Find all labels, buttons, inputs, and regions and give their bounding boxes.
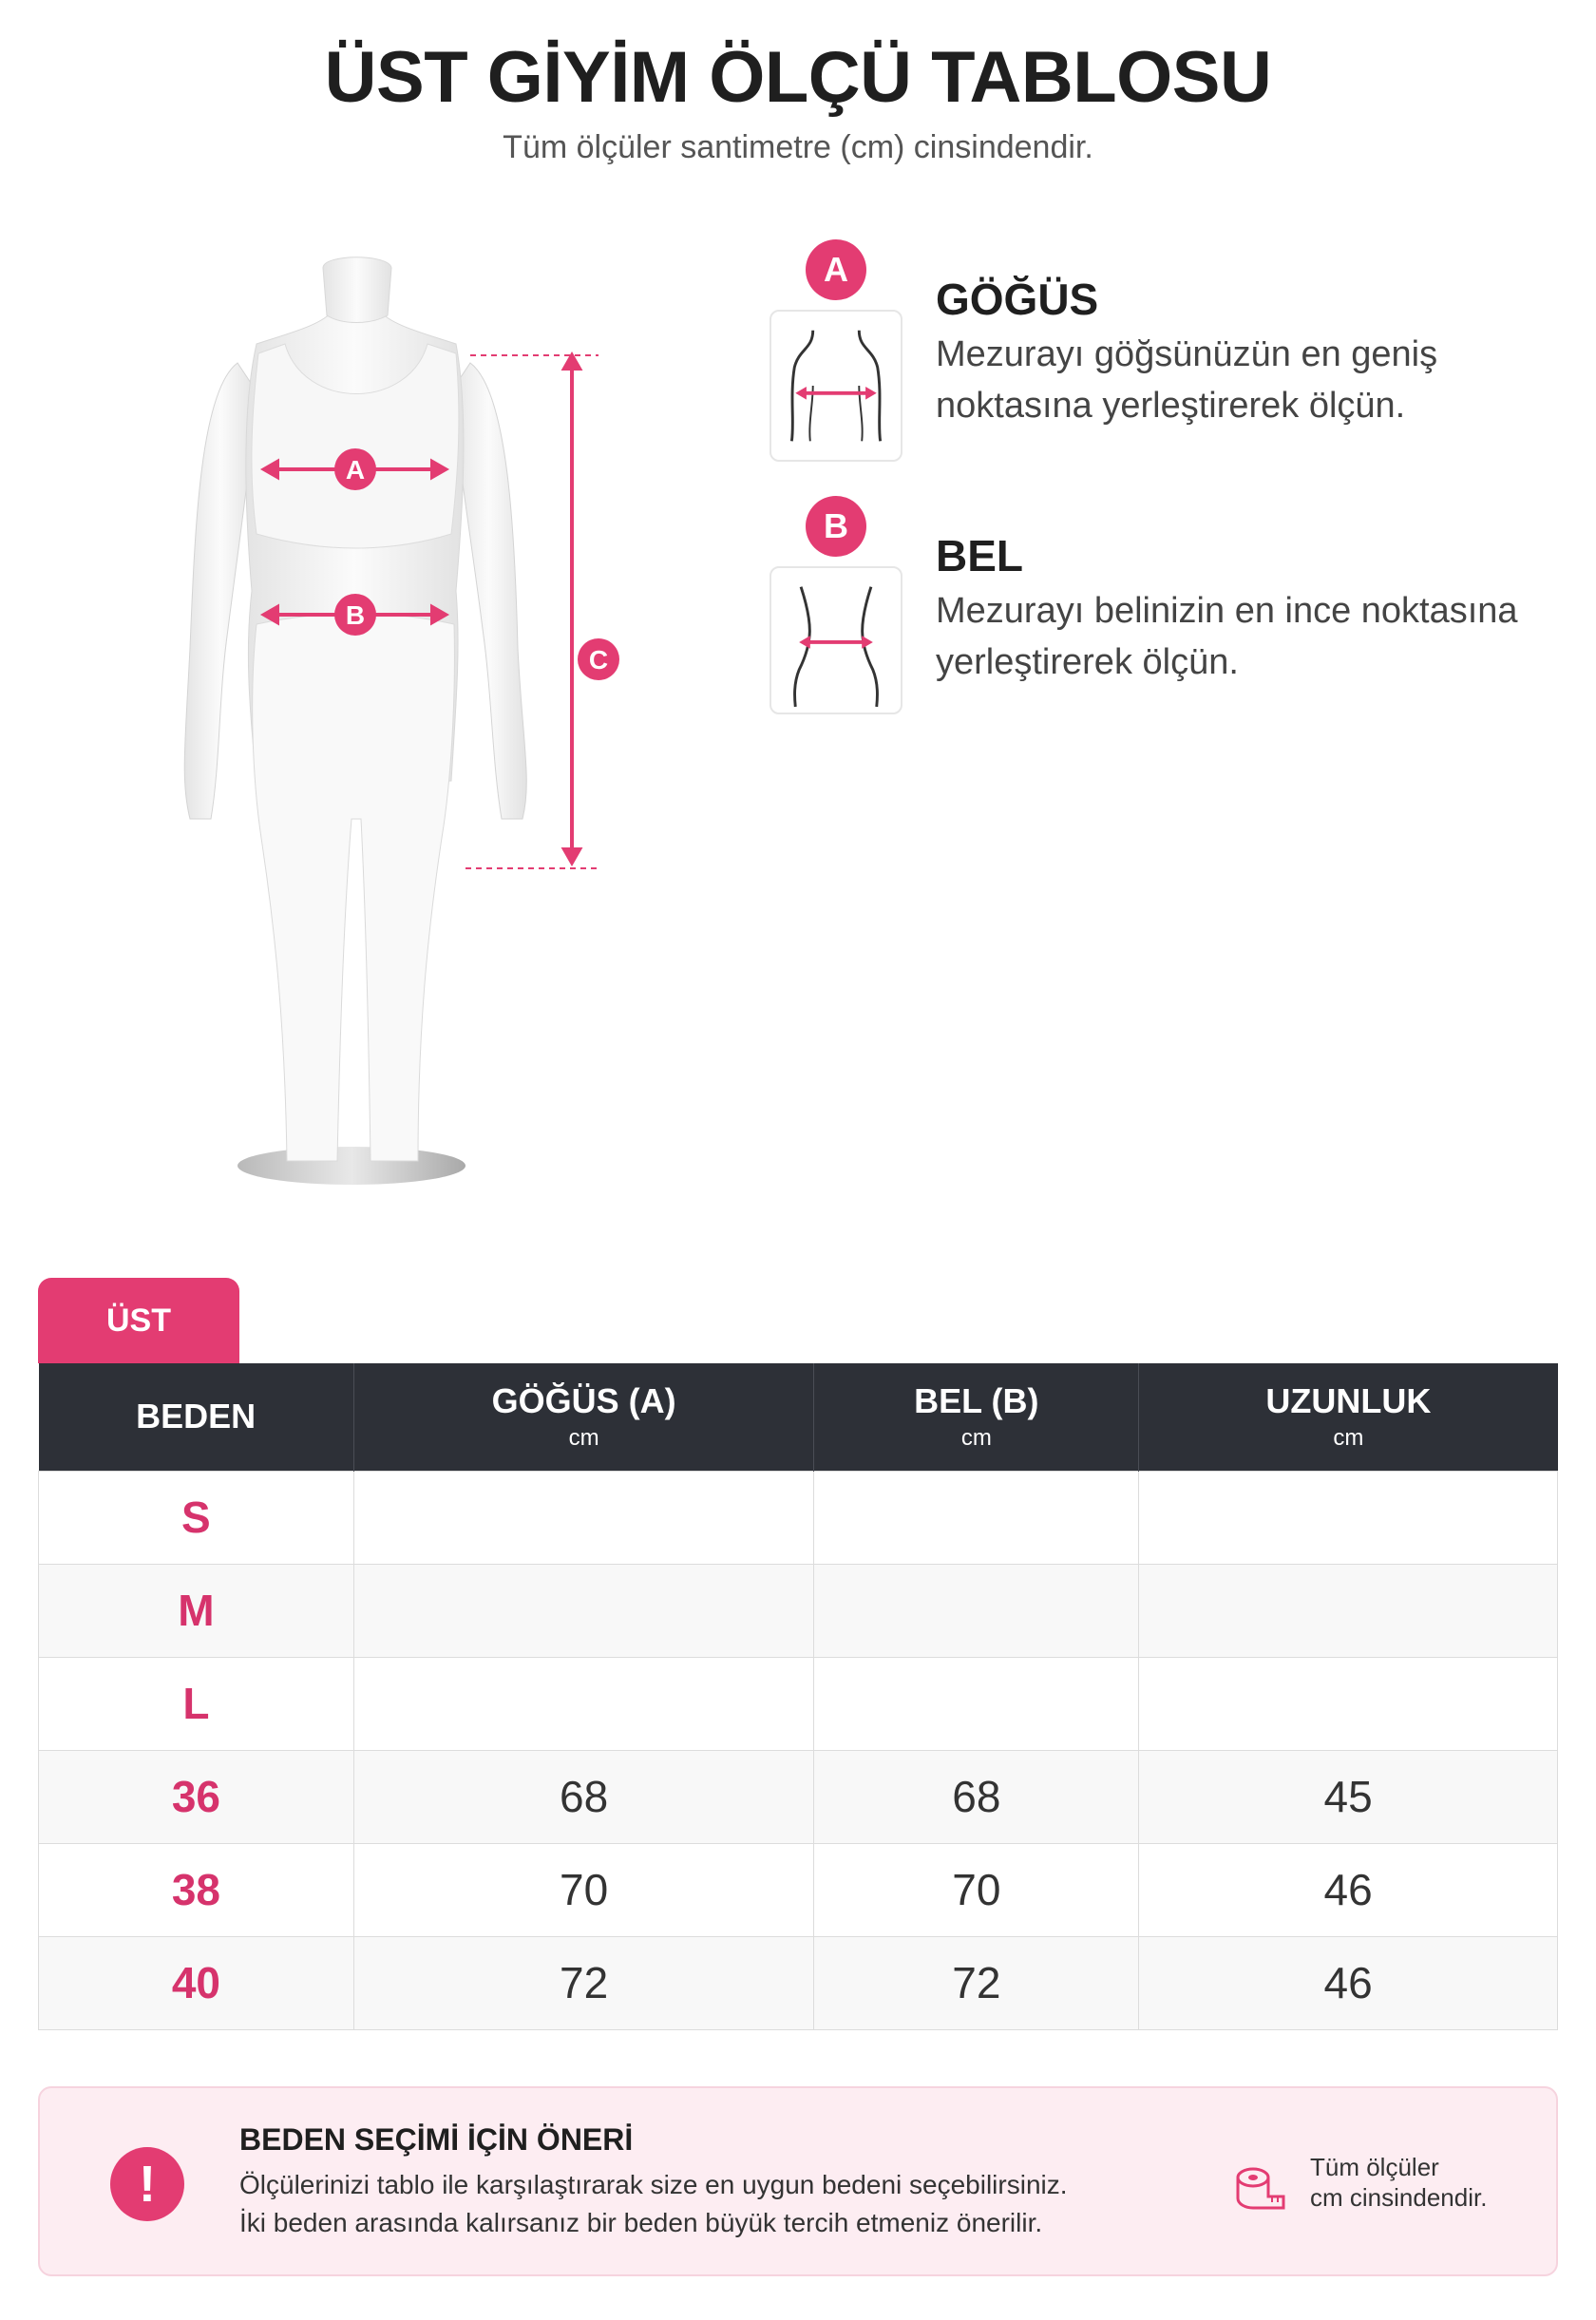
waist-measure-icon [770, 566, 902, 714]
table-row [39, 1471, 1558, 1564]
note-line2: İki beden arasında kalırsanız bir beden büyük tercih etmeniz önerilir. [239, 2208, 1043, 2237]
header-length-label: UZUNLUK [1265, 1381, 1432, 1421]
note-side-line2: cm cinsindendir. [1310, 2183, 1488, 2212]
page-subtitle: Tüm ölçüler santimetre (cm) cinsindendir. [503, 129, 1093, 165]
page-title: ÜST GİYİM ÖLÇÜ TABLOSU [324, 37, 1272, 118]
cell-size: 40 [39, 1936, 354, 2029]
measure-desc-chest-line2: noktasına yerleştirerek ölçün. [936, 386, 1406, 426]
cell-chest [353, 1564, 814, 1657]
measure-badge-a: A [806, 239, 866, 300]
cell-waist [814, 1471, 1139, 1564]
tab-ust[interactable]: ÜST [38, 1278, 239, 1363]
cell-length [1139, 1471, 1558, 1564]
cell-waist: 68 [814, 1750, 1139, 1843]
measure-desc-chest-line1: Mezurayı göğsünüzün en geniş [936, 334, 1438, 374]
header-waist-unit: cm [960, 1425, 992, 1452]
cell-size: 38 [39, 1843, 354, 1936]
header-size [39, 1363, 354, 1471]
header-waist-label: BEL (B) [914, 1381, 1039, 1421]
cell-waist: 70 [814, 1843, 1139, 1936]
cell-waist: 72 [814, 1936, 1139, 2029]
table-row [39, 1750, 1558, 1843]
cell-length: 46 [1139, 1843, 1558, 1936]
cell-length: 45 [1139, 1750, 1558, 1843]
header-waist [814, 1363, 1139, 1471]
note-side-line1: Tüm ölçüler [1310, 2153, 1439, 2181]
header-chest-label: GÖĞÜS (A) [491, 1381, 676, 1421]
measure-desc-waist-line2: yerleştirerek ölçün. [936, 642, 1239, 682]
note-line1: Ölçülerinizi tablo ile karşılaştırarak size en uygun bedeni seçebilirsiniz. [239, 2170, 1068, 2199]
diagram-label-a: A [345, 455, 366, 485]
cell-waist [814, 1564, 1139, 1657]
measure-title-chest: GÖĞÜS [936, 275, 1099, 324]
table-row [39, 1657, 1558, 1750]
diagram-label-b: B [345, 600, 366, 630]
header-length-unit: cm [1333, 1425, 1364, 1452]
recommendation-note [38, 2086, 1558, 2276]
table-row [39, 1843, 1558, 1936]
cell-chest: 72 [353, 1936, 814, 2029]
cell-chest [353, 1657, 814, 1750]
cell-length [1139, 1657, 1558, 1750]
measure-desc-chest [936, 329, 1582, 431]
size-table [38, 1363, 1558, 2030]
header-length [1139, 1363, 1558, 1471]
cell-size: M [39, 1564, 354, 1657]
cell-size: S [39, 1471, 354, 1564]
cell-chest: 70 [353, 1843, 814, 1936]
measure-badge-b: B [806, 496, 866, 557]
measure-desc-waist [936, 585, 1582, 688]
size-table-header [39, 1363, 1558, 1471]
cell-size: 36 [39, 1750, 354, 1843]
diagram-label-c: C [588, 645, 609, 675]
header-size-label: BEDEN [136, 1397, 256, 1436]
cell-waist [814, 1657, 1139, 1750]
table-row [39, 1564, 1558, 1657]
chest-measure-icon [770, 310, 902, 462]
cell-length [1139, 1564, 1558, 1657]
measure-title-waist: BEL [936, 531, 1023, 580]
cell-chest [353, 1471, 814, 1564]
table-row [39, 1936, 1558, 2029]
header-chest-unit: cm [568, 1425, 599, 1452]
cell-size: L [39, 1657, 354, 1750]
alert-icon: ! [110, 2147, 184, 2221]
cell-chest: 68 [353, 1750, 814, 1843]
mannequin-illustration [142, 249, 646, 1208]
measure-desc-waist-line1: Mezurayı belinizin en ince noktasına [936, 591, 1518, 631]
header-chest [353, 1363, 814, 1471]
cell-length: 46 [1139, 1936, 1558, 2029]
measuring-tape-icon [1232, 2160, 1289, 2217]
note-title: BEDEN SEÇİMİ İÇİN ÖNERİ [239, 2122, 634, 2157]
